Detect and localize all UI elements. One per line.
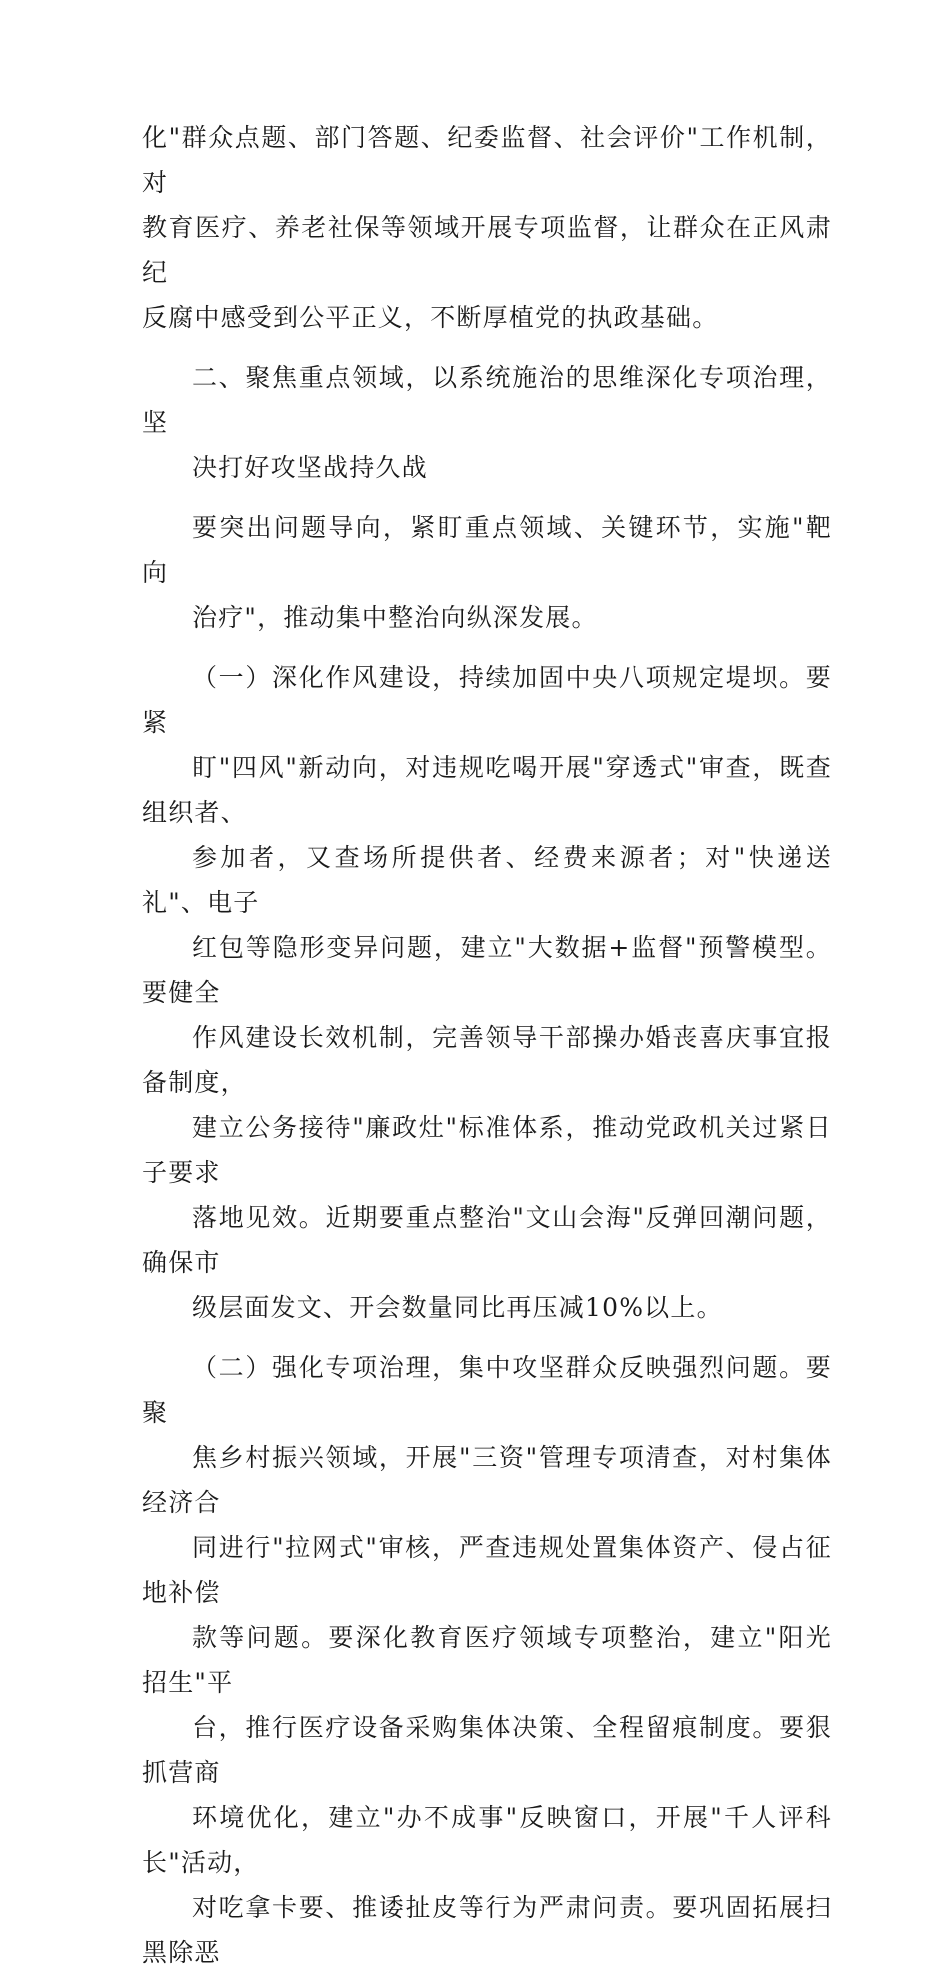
text-line: 级层面发文、开会数量同比再压减10%以上。: [192, 1293, 723, 1322]
paragraph-p2: [142, 355, 832, 490]
text-line: 化"群众点题、部门答题、纪委监督、社会评价"工作机制，对: [142, 123, 832, 197]
text-line: 反腐中感受到公平正义，不断厚植党的执政基础。: [142, 303, 719, 332]
text-line: 对吃拿卡要、推诿扯皮等行为严肃问责。要巩固拓展扫黑除恶: [142, 1893, 832, 1967]
paragraph-p5: [142, 1345, 832, 1975]
text-line: 同进行"拉网式"审核，严查违规处置集体资产、侵占征地补偿: [142, 1533, 832, 1607]
paragraph-p3: [142, 505, 832, 640]
text-line: 环境优化，建立"办不成事"反映窗口，开展"千人评科长"活动，: [142, 1803, 832, 1877]
text-line: 台，推行医疗设备采购集体决策、全程留痕制度。要狠抓营商: [142, 1713, 832, 1787]
text-line: 焦乡村振兴领域，开展"三资"管理专项清查，对村集体经济合: [142, 1443, 832, 1517]
document-body: [142, 115, 832, 1975]
text-line: 落地见效。近期要重点整治"文山会海"反弹回潮问题，确保市: [142, 1203, 832, 1277]
text-line: （一）深化作风建设，持续加固中央八项规定堤坝。要紧: [142, 663, 832, 737]
paragraph-p4: [142, 655, 832, 1330]
text-line: （二）强化专项治理，集中攻坚群众反映强烈问题。要聚: [142, 1353, 832, 1427]
text-line: 建立公务接待"廉政灶"标准体系，推动党政机关过紧日子要求: [142, 1113, 832, 1187]
text-line: 教育医疗、养老社保等领域开展专项监督，让群众在正风肃纪: [142, 213, 832, 287]
paragraph-p1: [142, 115, 832, 340]
text-line: 红包等隐形变异问题，建立"大数据+监督"预警模型。要健全: [142, 933, 832, 1007]
text-line: 要突出问题导向，紧盯重点领域、关键环节，实施"靶向: [142, 513, 832, 587]
text-line: 二、聚焦重点领域，以系统施治的思维深化专项治理，坚: [142, 363, 832, 437]
text-line: 治疗"，推动集中整治向纵深发展。: [192, 603, 598, 632]
text-line: 款等问题。要深化教育医疗领域专项整治，建立"阳光招生"平: [142, 1623, 832, 1697]
text-line: 决打好攻坚战持久战: [192, 453, 428, 482]
text-line: 作风建设长效机制，完善领导干部操办婚丧喜庆事宜报备制度，: [142, 1023, 832, 1097]
text-line: 参加者，又查场所提供者、经费来源者；对"快递送礼"、电子: [142, 843, 832, 917]
text-line: 盯"四风"新动向，对违规吃喝开展"穿透式"审查，既查组织者、: [142, 753, 832, 827]
